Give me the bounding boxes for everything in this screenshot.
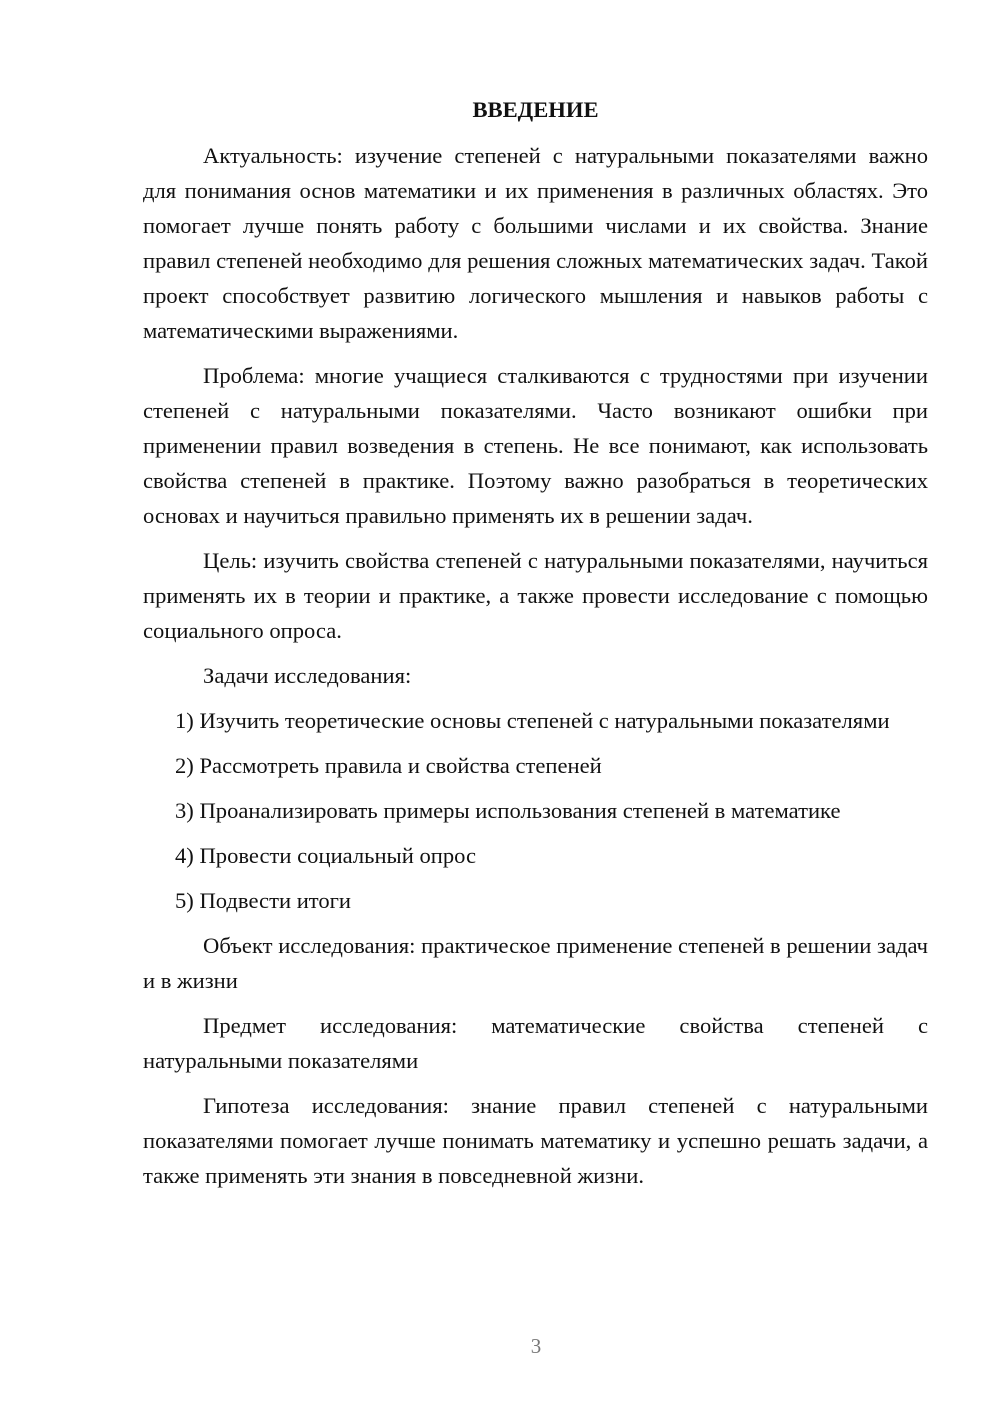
goal-paragraph: Цель: изучить свойства степеней с натуральными показателями, научиться применять их в теории и практике, а также провести исследование с помощью социального опроса. xyxy=(143,548,928,643)
task-item: 4) Провести социальный опрос xyxy=(175,843,477,868)
task-item: 2) Рассмотреть правила и свойства степеней xyxy=(175,753,602,778)
section-title: ВВЕДЕНИЕ xyxy=(472,97,599,122)
page-number: 3 xyxy=(530,1334,542,1358)
problem-paragraph: Проблема: многие учащиеся сталкиваются с трудностями при изучении степеней с натуральными показателями. Часто возникают ошибки при применении правил возведения в степень. Не все понимают, как использовать свойства степеней в практике. Поэтому важно разобраться в теоретических основах и научиться правильно применять их в решении задач. xyxy=(143,363,928,528)
task-item: 3) Проанализировать примеры использования степеней в математике xyxy=(175,798,841,823)
relevance-paragraph: Актуальность: изучение степеней с натуральными показателями важно для понимания основ математики и их применения в различных областях. Это помогает лучше понять работу с большими числами и их свойства. Знание правил степеней необходимо для решения сложных математических задач. Такой проект способствует развитию логического мышления и навыков работы с математическими выражениями. xyxy=(143,143,928,343)
hypothesis-paragraph: Гипотеза исследования: знание правил степеней с натуральными показателями помогает лучше понимать математику и успешно решать задачи, а также применять эти знания в повседневной жизни. xyxy=(143,1093,928,1188)
object-paragraph: Объект исследования: практическое применение степеней в решении задач и в жизни xyxy=(143,933,928,993)
tasks-list xyxy=(143,703,928,918)
document-page xyxy=(143,92,928,1203)
subject-paragraph: Предмет исследования: математические свойства степеней с натуральными показателями xyxy=(143,1013,928,1073)
task-item: 1) Изучить теоретические основы степеней с натуральными показателями xyxy=(175,708,890,733)
task-item: 5) Подвести итоги xyxy=(175,888,352,913)
tasks-heading: Задачи исследования: xyxy=(203,663,412,688)
